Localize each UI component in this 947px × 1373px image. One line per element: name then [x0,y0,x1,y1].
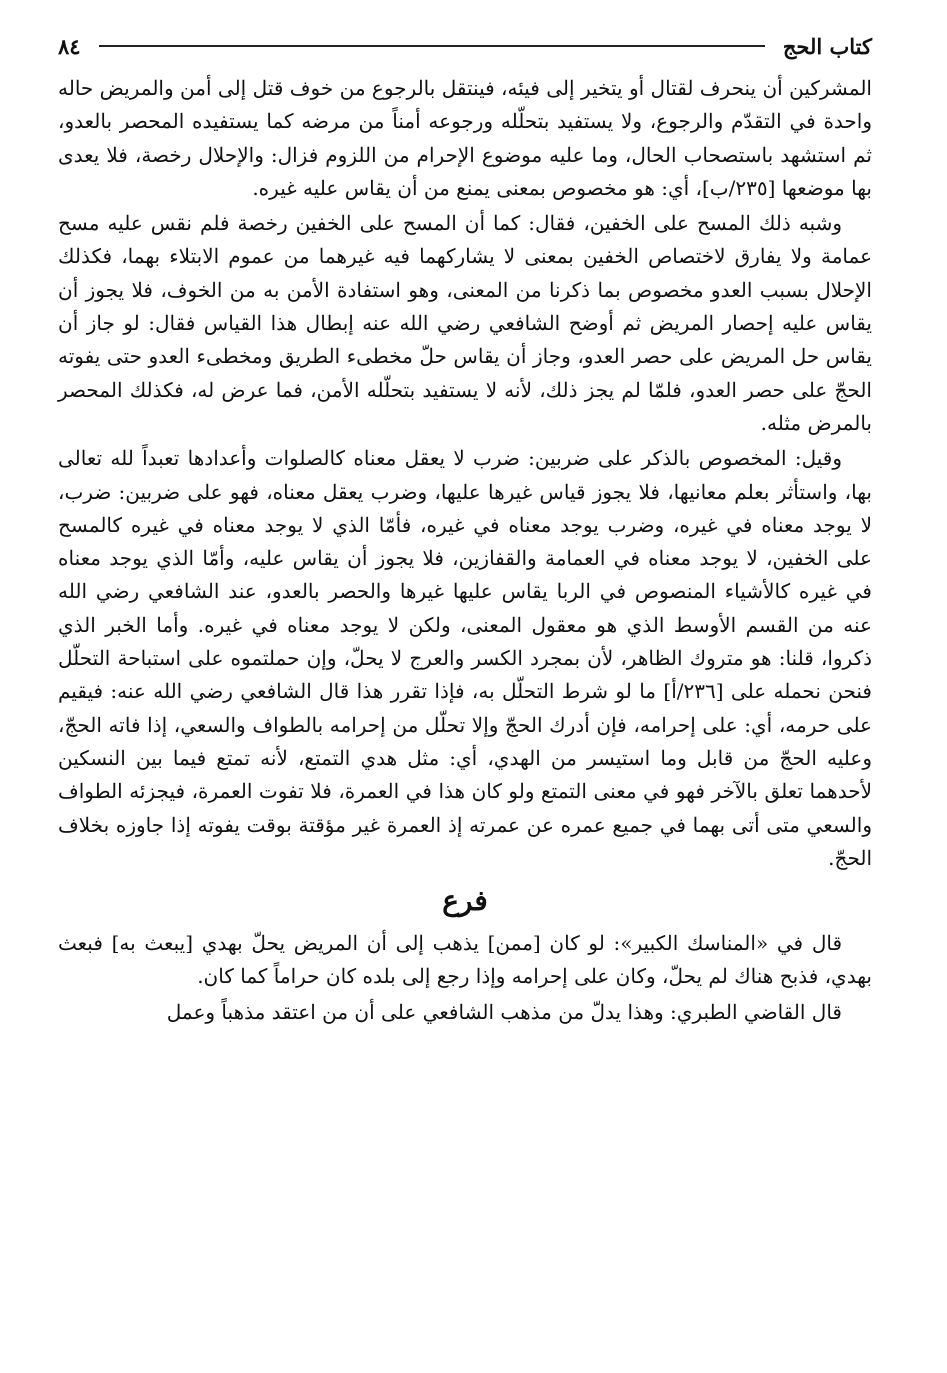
section-heading: فرع [442,884,488,918]
header-rule [99,45,765,47]
page-number: ٨٤ [58,33,81,59]
paragraph-2: وشبه ذلك المسح على الخفين، فقال: كما أن المسح على الخفين رخصة فلم نقس عليه مسح عمامة ولا يفارق لاختصاص الخفين بمعنى لا يشاركهما فيه غيرهما من عموم الابتلاء بهما، فكذلك الإحلال بسبب العدو مخصوص بما ذكرنا من المعنى، وهو استفادة الأمن به من الخوف، فلا يجوز أن يقاس عليه إحصار المريض ثم أوضح الشافعي رضي الله عنه إبطال هذا القياس فقال: لو جاز أن يقاس حل المريض على حصر العدو، وجاز أن يقاس حلّ مخطىء الطريق ومخطىء العدو حتى يفوته الحجّ على حصر العدو، فلمّا لم يجز ذلك، لأنه لا يستفيد بتحلّله الأمن، فما عرض له، فكذلك المحصر بالمرض مثله. [58,211,872,435]
paragraph-5: قال القاضي الطبري: وهذا يدلّ من مذهب الشافعي على أن من اعتقد مذهباً وعمل [166,999,842,1024]
paragraph-3: وقيل: المخصوص بالذكر على ضربين: ضرب لا يعقل معناه كالصلوات وأعدادها تعبداً لله تعالى بها، واستأثر بعلم معانيها، فلا يجوز قياس غيرها عليها، وضرب يعقل معناه، فهو على ضربين: ضرب، لا يوجد معناه في غيره، وضرب يوجد معناه في غيره، فأمّا الذي لا يوجد معناه في غيره كالمسح على الخفين، لا يوجد معناه في العمامة والقفازين، فلا يجوز أن يقاس عليه، وأمّا الذي يوجد معناه في غيره كالأشياء المنصوص في الربا يقاس عليها غيرها والحصر بالعدو، عند الشافعي رضي الله عنه من القسم الأوسط الذي هو معقول المعنى، ولكن لا يوجد معناه في غيره. وأما الخبر الذي ذكروا، قلنا: هو متروك الظاهر، لأن بمجرد الكسر والعرج لا يحلّ، وإن حملتموه على استباحة التحلّل فنحن نحمله على [٢٣٦/أ] ما لو شرط التحلّل به، فإذا تقرر هذا قال الشافعي رضي الله عنه: فيقيم على حرمه، أي: على إحرامه، فإن أدرك الحجّ وإلا تحلّل من إحرامه بالطواف والسعي، إذا فاته الحجّ، وعليه الحجّ من قابل وما استيسر من الهدي، أي: مثل هدي التمتع، لأنه تمتع فيما بين النسكين لأحدهما تعلق بالآخر فهو في معنى التمتع ولو كان هذا في العمرة، فلا تفوت العمرة، فيجزئه الطواف والسعي متى أتى بهما في جميع عمره عن عمرته إذ العمرة غير مؤقتة بوقت يفوته إذا جاوزه بخلاف الحجّ. [58,446,873,870]
page-body [58,72,872,1029]
paragraph-1: المشركين أن ينحرف لقتال أو يتخير إلى فيئه، فينتقل بالرجوع من خوف قتل إلى أمن والمريض حاله واحدة في التقدّم والرجوع، ولا يستفيد بتحلّله ورجوعه أمناً من مرضه كما يستفيده المحصر بالعدو، ثم استشهد باستصحاب الحال، وما عليه موضوع الإحرام من اللزوم فزال: والإحلال رخصة، فلا يعدى بها موضعها [٢٣٥/ب]، أي: هو مخصوص بمعنى يمنع من أن يقاس عليه غيره. [58,76,872,200]
paragraph-4: قال في «المناسك الكبير»: لو كان [ممن] يذهب إلى أن المريض يحلّ بهدي [يبعث به] فبعث بهدي، فذبح هناك لم يحلّ، وكان على إحرامه وإذا رجع إلى بلده كان حراماً كما كان. [58,931,872,989]
running-header [58,28,872,64]
book-title: كتاب الحج [782,33,872,59]
